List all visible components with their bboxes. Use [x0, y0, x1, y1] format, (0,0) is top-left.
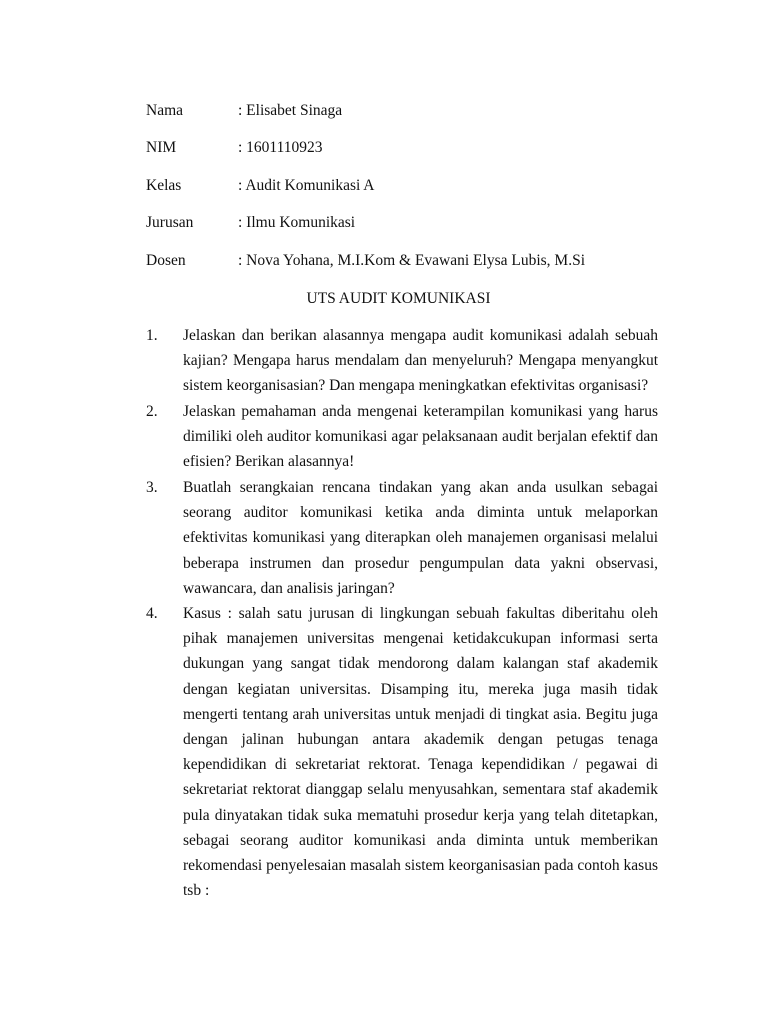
question-number: 1. — [146, 327, 158, 344]
info-row-jurusan — [146, 213, 355, 233]
question-text: Kasus : salah satu jurusan di lingkungan sebuah fakultas diberitahu oleh pihak manajemen universitas mengenai ketidakcukupan informasi serta dukungan yang sangat tidak mendorong dalam kalangan staf akademik dengan kegiatan universitas. Disamping itu, mereka juga masih tidak mengerti tentang arah universitas untuk menjadi di tingkat asia. Begitu juga dengan jalinan hubungan antara akademik dengan petugas tenaga kependidikan di sekretariat rektorat. Tenaga kependidikan / pegawai di sekretariat rektorat dianggap selalu menyusahkan, sementara staf akademik pula dinyatakan tidak suka mematuhi prosedur kerja yang telah ditetapkan, sebagai seorang auditor komunikasi anda diminta untuk memberikan rekomendasi penyelesaian masalah sistem keorganisasian pada contoh kasus tsb : — [183, 605, 658, 900]
info-row-kelas — [146, 176, 375, 196]
question-number: 4. — [146, 605, 158, 622]
info-label: Dosen — [146, 252, 186, 269]
info-label: Jurusan — [146, 214, 194, 231]
info-value: : Elisabet Sinaga — [238, 102, 343, 119]
info-value: : Ilmu Komunikasi — [238, 214, 356, 231]
info-row-nim — [146, 138, 323, 158]
question-number: 3. — [146, 479, 158, 496]
info-label: NIM — [146, 139, 177, 156]
info-value: : 1601110923 — [238, 139, 323, 156]
info-row-nama — [146, 101, 342, 121]
question-text: Buatlah serangkaian rencana tindakan yang akan anda usulkan sebagai seorang auditor komunikasi ketika anda diminta untuk melaporkan efektivitas komunikasi yang diterapkan oleh manajemen organisasi melalui beberapa instrumen dan prosedur pengumpulan data yakni observasi, wawancara, dan analisis jaringan? — [183, 479, 658, 597]
info-row-dosen — [146, 251, 585, 271]
info-value: : Nova Yohana, M.I.Kom & Evawani Elysa Lubis, M.Si — [238, 252, 586, 269]
document-title: UTS AUDIT KOMUNIKASI — [306, 290, 491, 307]
question-number: 2. — [146, 403, 158, 420]
info-value: : Audit Komunikasi A — [238, 177, 375, 194]
info-label: Kelas — [146, 177, 182, 194]
question-text: Jelaskan pemahaman anda mengenai keterampilan komunikasi yang harus dimiliki oleh auditor komunikasi agar pelaksanaan audit berjalan efektif dan efisien? Berikan alasannya! — [183, 403, 658, 471]
question-text: Jelaskan dan berikan alasannya mengapa audit komunikasi adalah sebuah kajian? Mengapa harus mendalam dan menyeluruh? Mengapa menyangkut sistem keorganisasian? Dan mengapa meningkatkan efektivitas organisasi? — [183, 327, 658, 395]
info-label: Nama — [146, 102, 184, 119]
